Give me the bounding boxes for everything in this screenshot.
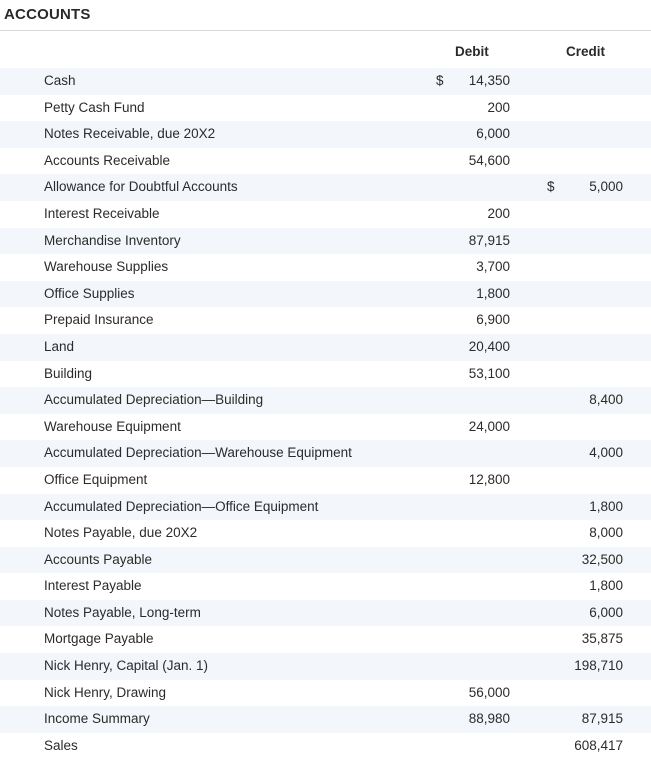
account-name: Office Equipment: [44, 471, 148, 487]
credit-amount: 1,800: [589, 578, 623, 594]
debit-amount: 6,000: [476, 126, 510, 142]
account-name: Warehouse Supplies: [44, 259, 169, 275]
account-name: Cash: [44, 73, 76, 88]
table-row: [0, 148, 651, 175]
account-name: Merchandise Inventory: [44, 232, 181, 248]
account-name: Nick Henry, Capital (Jan. 1): [44, 658, 209, 674]
account-name: Notes Payable, Long-term: [44, 604, 201, 620]
table-row: [0, 680, 651, 707]
account-name: Income Summary: [44, 711, 150, 727]
debit-amount: 54,600: [468, 152, 510, 168]
table-row: [0, 600, 651, 627]
debit-amount: 1,800: [476, 285, 510, 301]
debit-amount: 200: [487, 205, 510, 221]
account-name: Accumulated Depreciation—Office Equipment: [44, 498, 319, 514]
credit-currency-sign: $: [547, 179, 555, 195]
debit-amount: 14,350: [468, 73, 510, 88]
account-name: Interest Payable: [44, 578, 142, 594]
credit-amount: 1,800: [589, 498, 623, 514]
table-row: [0, 467, 651, 494]
debit-amount: 20,400: [468, 338, 510, 354]
table-row: [0, 228, 651, 255]
table-row: [0, 174, 651, 201]
table-row: [0, 121, 651, 148]
account-name: Building: [44, 365, 93, 381]
table-row: [0, 733, 651, 760]
table-row: [0, 440, 651, 467]
credit-amount: 35,875: [581, 631, 623, 647]
table-row: [0, 414, 651, 441]
account-name: Nick Henry, Drawing: [44, 684, 167, 700]
table-row: [0, 494, 651, 521]
account-name: Office Supplies: [44, 285, 135, 301]
table-row: [0, 706, 651, 733]
debit-amount: 53,100: [468, 365, 510, 381]
credit-amount: 198,710: [574, 658, 623, 674]
account-name: Warehouse Equipment: [44, 418, 181, 434]
table-row: [0, 573, 651, 600]
table-row: [0, 334, 651, 361]
account-name: Accumulated Depreciation—Warehouse Equipment: [44, 445, 352, 461]
credit-amount: 87,915: [581, 711, 623, 727]
debit-amount: 87,915: [468, 232, 510, 248]
table-row: [0, 281, 651, 308]
credit-amount: 8,000: [589, 525, 623, 541]
credit-amount: 608,417: [574, 737, 623, 753]
table-row: [0, 653, 651, 680]
credit-amount: 8,400: [589, 392, 623, 408]
account-name: Sales: [44, 737, 78, 753]
account-name: Petty Cash Fund: [44, 99, 145, 115]
debit-amount: 12,800: [468, 471, 510, 487]
account-name: Allowance for Doubtful Accounts: [44, 179, 238, 195]
credit-amount: 6,000: [589, 604, 623, 620]
account-name: Mortgage Payable: [44, 631, 154, 647]
account-name: Interest Receivable: [44, 205, 160, 221]
account-name: Notes Payable, due 20X2: [44, 525, 198, 541]
account-name: Accumulated Depreciation—Building: [44, 392, 264, 408]
debit-amount: 56,000: [468, 684, 510, 700]
table-row: [0, 201, 651, 228]
table-row: [0, 361, 651, 388]
table-row: [0, 307, 651, 334]
accounts-table: [0, 68, 651, 759]
table-row: [0, 520, 651, 547]
debit-column-header: Debit: [455, 44, 489, 59]
account-name: Land: [44, 338, 75, 354]
account-name: Accounts Receivable: [44, 152, 171, 168]
table-row: [0, 254, 651, 281]
account-name: Notes Receivable, due 20X2: [44, 126, 216, 142]
debit-currency-sign: $: [436, 73, 444, 88]
credit-amount: 4,000: [589, 445, 623, 461]
credit-column-header: Credit: [566, 44, 606, 59]
table-row: [0, 95, 651, 122]
debit-amount: 3,700: [476, 259, 510, 275]
debit-amount: 24,000: [468, 418, 510, 434]
account-name: Prepaid Insurance: [44, 312, 154, 328]
debit-amount: 6,900: [476, 312, 510, 328]
title-divider: [0, 30, 651, 31]
credit-amount: 32,500: [581, 551, 623, 567]
account-name: Accounts Payable: [44, 551, 153, 567]
debit-amount: 88,980: [468, 711, 510, 727]
debit-amount: 200: [487, 99, 510, 115]
table-row: [0, 626, 651, 653]
table-row: [0, 547, 651, 574]
credit-amount: 5,000: [589, 179, 623, 195]
table-row: [0, 387, 651, 414]
table-row: [0, 68, 651, 95]
table-title: ACCOUNTS: [4, 6, 91, 23]
